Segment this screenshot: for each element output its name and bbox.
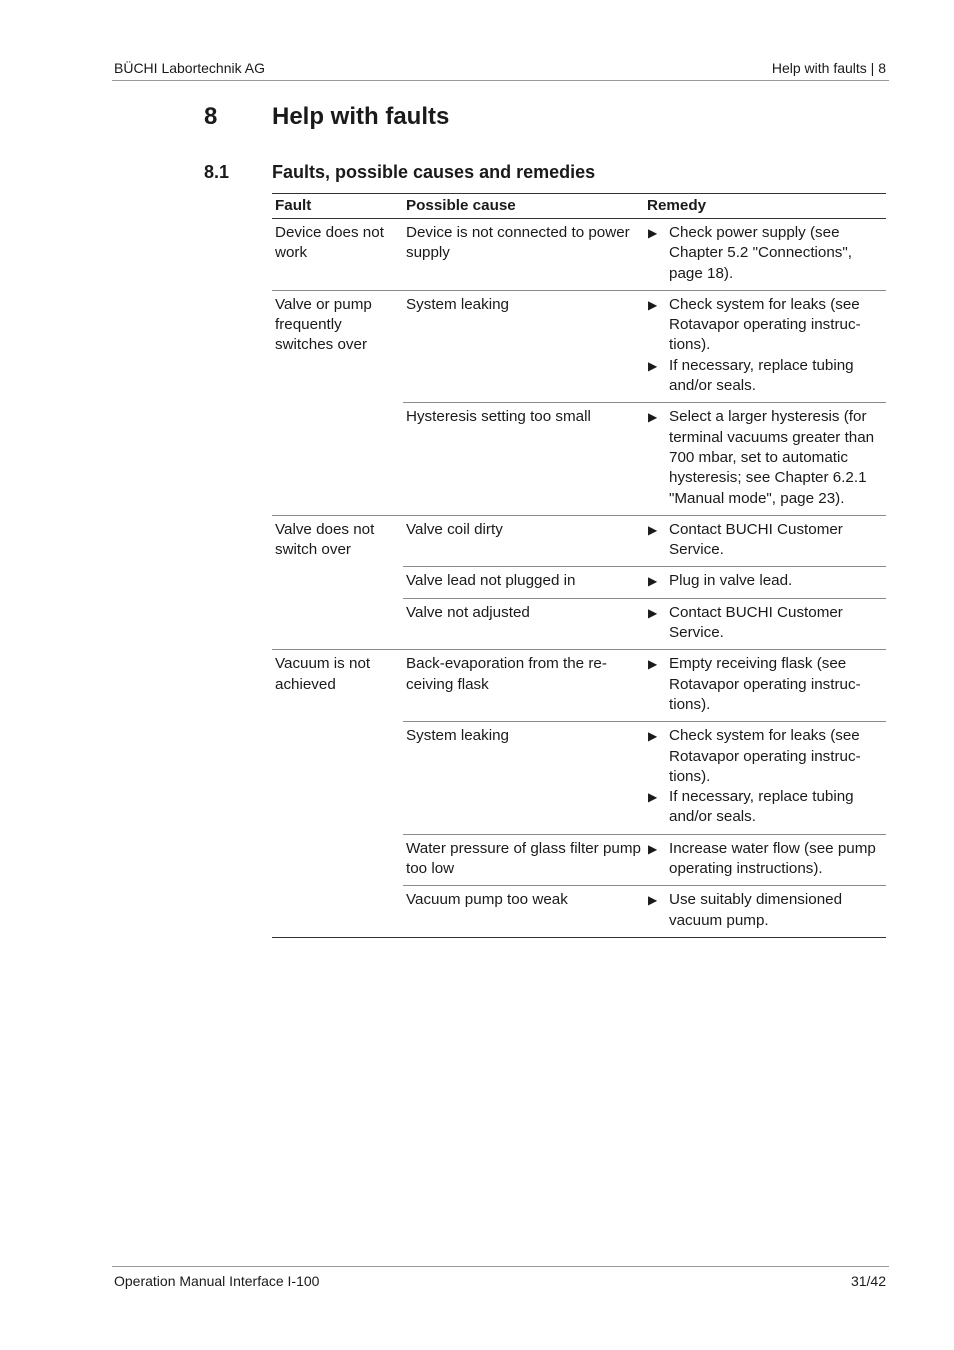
list-item (647, 407, 883, 508)
triangle-bullet-icon: ▶ (648, 358, 658, 373)
remedy-cell (644, 886, 886, 938)
list-item (647, 654, 883, 715)
section-title: Faults, possible causes and remedies (272, 162, 596, 182)
triangle-bullet-icon: ▶ (648, 657, 658, 672)
fault-cell: Vacuum is not achieved (272, 650, 403, 938)
table-row (272, 219, 886, 291)
remedy-list (647, 890, 883, 931)
triangle-bullet-icon: ▶ (648, 893, 658, 908)
table-row (272, 650, 886, 722)
remedy-cell (644, 567, 886, 598)
triangle-bullet-icon: ▶ (648, 729, 658, 744)
chapter-number: 8 (204, 103, 218, 130)
remedy-text: If necessary, replace tubing and/or seals. (669, 356, 854, 395)
remedy-list (647, 603, 883, 644)
remedy-cell (644, 834, 886, 886)
triangle-bullet-icon: ▶ (648, 297, 658, 312)
header-section-ref: Help with faults | 8 (771, 60, 886, 76)
fault-cell: Device does not work (275, 224, 384, 262)
table-row (272, 515, 886, 567)
cause-cell: Valve lead not plugged in (403, 567, 644, 598)
cause-cell: Valve coil dirty (403, 515, 644, 567)
remedy-text: Plug in valve lead. (669, 572, 793, 590)
list-item (647, 726, 883, 787)
cause-cell: Back-evaporation from the re-ceiving flask (403, 650, 644, 722)
remedy-text: Select a larger hysteresis (for terminal vacuums greater than 700 mbar, set to automatic hysteresis; see Chapter 6.2.1 "Manual mode", page 23). (669, 408, 875, 507)
list-item (647, 356, 883, 397)
header-possible-cause: Possible cause (403, 194, 644, 219)
page-header (112, 58, 889, 81)
chapter-title: Help with faults (272, 103, 450, 130)
cause-cell: Water pressure of glass filter pump too low (403, 834, 644, 886)
remedy-list (647, 407, 883, 508)
table-header-row (272, 194, 886, 219)
remedy-text: Check power supply (see Chapter 5.2 "Connections", page 18). (669, 224, 853, 282)
remedy-list (647, 295, 883, 396)
remedy-text: Use suitably dimensioned vacuum pump. (669, 891, 843, 929)
section-number: 8.1 (204, 162, 230, 182)
cause-cell: System leaking (403, 290, 644, 402)
fault-cell: Valve or pump frequently switches over (272, 290, 403, 515)
list-item (647, 571, 883, 591)
triangle-bullet-icon: ▶ (648, 226, 658, 240)
remedy-list (647, 654, 883, 715)
remedy-list (647, 571, 883, 591)
remedy-cell (644, 290, 886, 402)
cause-cell: Device is not connected to power supply (406, 224, 630, 262)
header-fault: Fault (272, 194, 403, 219)
faults-table-body (272, 219, 886, 938)
triangle-bullet-icon: ▶ (648, 841, 658, 856)
remedy-cell (644, 515, 886, 567)
remedy-text: Check system for leaks (see Rotavapor operating instruc-tions). (669, 295, 861, 354)
remedy-cell (644, 722, 886, 834)
triangle-bullet-icon: ▶ (648, 522, 658, 537)
list-item (647, 295, 883, 356)
list-item (647, 787, 883, 828)
remedy-cell (644, 219, 886, 291)
triangle-bullet-icon: ▶ (648, 605, 658, 620)
remedy-text: Contact BUCHI Customer Service. (669, 520, 843, 559)
page-number: 31/42 (850, 1273, 886, 1289)
list-item (647, 890, 883, 931)
table-row (272, 290, 886, 402)
page-footer (112, 1266, 889, 1291)
list-item (647, 603, 883, 644)
list-item (647, 223, 883, 284)
cause-cell: Vacuum pump too weak (403, 886, 644, 938)
remedy-list (647, 520, 883, 561)
remedy-text: Empty receiving flask (see Rotavapor operating instruc-tions). (669, 655, 861, 713)
remedy-text: Check system for leaks (see Rotavapor operating instruc-tions). (669, 727, 861, 785)
triangle-bullet-icon: ▶ (648, 574, 658, 589)
remedy-text: Increase water flow (see pump operating instructions). (669, 839, 876, 878)
document-title: Operation Manual Interface I-100 (114, 1273, 320, 1289)
list-item (647, 520, 883, 561)
cause-cell: Valve not adjusted (403, 598, 644, 650)
triangle-bullet-icon: ▶ (648, 410, 658, 425)
remedy-cell (644, 598, 886, 650)
company-name: BÜCHI Labortechnik AG (114, 60, 265, 76)
remedy-list (647, 726, 883, 827)
triangle-bullet-icon: ▶ (648, 790, 658, 805)
remedy-list (647, 839, 883, 880)
cause-cell: Hysteresis setting too small (403, 403, 644, 515)
remedy-cell (644, 403, 886, 515)
remedy-text: Contact BUCHI Customer Service. (669, 603, 843, 642)
cause-cell: System leaking (403, 722, 644, 834)
remedy-list (647, 223, 883, 284)
remedy-cell (644, 650, 886, 722)
list-item (647, 839, 883, 880)
header-remedy: Remedy (644, 194, 886, 219)
faults-table (272, 193, 886, 938)
remedy-text: If necessary, replace tubing and/or seals. (669, 788, 854, 826)
fault-cell: Valve does not switch over (272, 515, 403, 649)
